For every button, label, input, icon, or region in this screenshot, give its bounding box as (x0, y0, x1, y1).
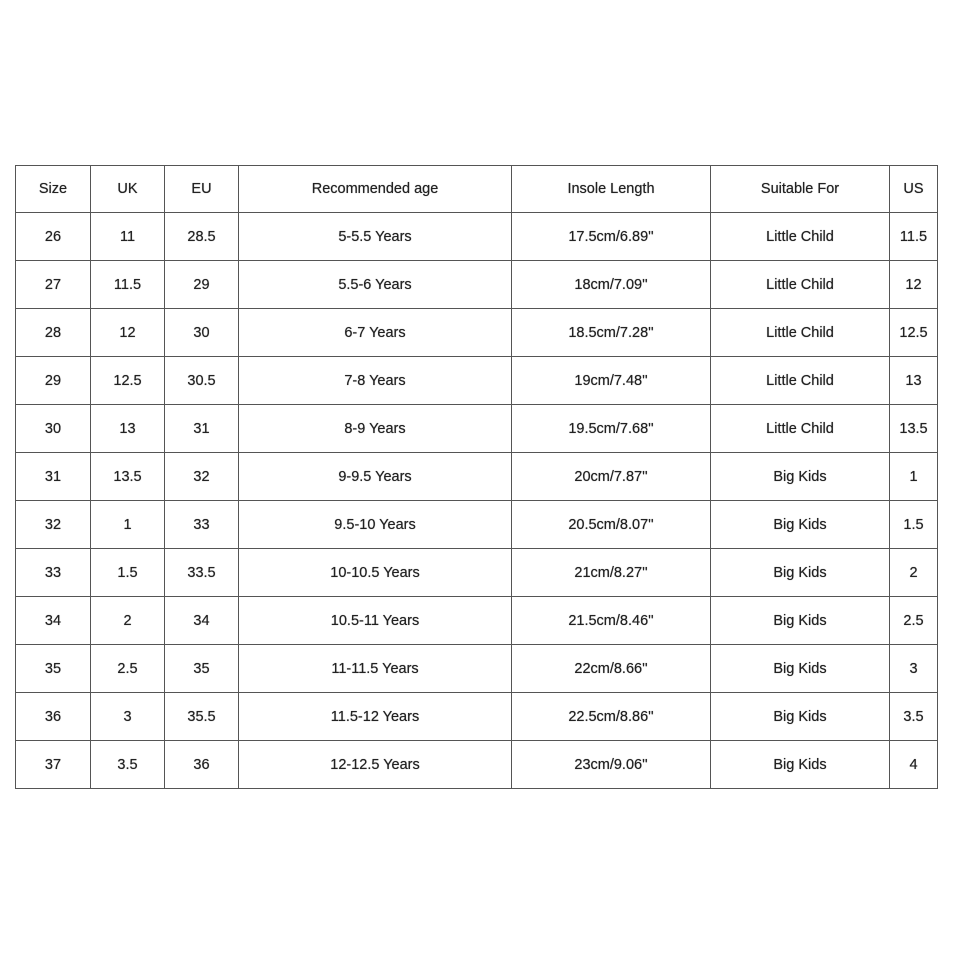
cell-insole-length: 23cm/9.06'' (512, 741, 711, 789)
cell-eu: 30 (165, 309, 239, 357)
header-cell-uk: UK (91, 166, 165, 213)
cell-us: 2.5 (890, 597, 938, 645)
cell-uk: 13 (91, 405, 165, 453)
cell-eu: 30.5 (165, 357, 239, 405)
header-cell-suitable-for: Suitable For (711, 166, 890, 213)
cell-recommended-age: 10-10.5 Years (239, 549, 512, 597)
header-cell-insole-length: Insole Length (512, 166, 711, 213)
table-row (16, 357, 938, 405)
cell-insole-length: 18.5cm/7.28'' (512, 309, 711, 357)
cell-suitable-for: Little Child (711, 405, 890, 453)
table-row (16, 693, 938, 741)
cell-suitable-for: Big Kids (711, 501, 890, 549)
cell-eu: 28.5 (165, 213, 239, 261)
cell-us: 1.5 (890, 501, 938, 549)
cell-suitable-for: Little Child (711, 261, 890, 309)
cell-uk: 2.5 (91, 645, 165, 693)
cell-us: 3.5 (890, 693, 938, 741)
cell-us: 13.5 (890, 405, 938, 453)
cell-insole-length: 21.5cm/8.46'' (512, 597, 711, 645)
cell-size: 29 (16, 357, 91, 405)
cell-recommended-age: 9-9.5 Years (239, 453, 512, 501)
cell-recommended-age: 7-8 Years (239, 357, 512, 405)
cell-insole-length: 19.5cm/7.68'' (512, 405, 711, 453)
cell-size: 30 (16, 405, 91, 453)
cell-us: 3 (890, 645, 938, 693)
table-row (16, 453, 938, 501)
cell-uk: 11.5 (91, 261, 165, 309)
cell-uk: 2 (91, 597, 165, 645)
cell-uk: 3.5 (91, 741, 165, 789)
cell-uk: 1 (91, 501, 165, 549)
cell-size: 35 (16, 645, 91, 693)
cell-size: 26 (16, 213, 91, 261)
cell-size: 28 (16, 309, 91, 357)
cell-recommended-age: 6-7 Years (239, 309, 512, 357)
cell-size: 37 (16, 741, 91, 789)
cell-eu: 29 (165, 261, 239, 309)
cell-uk: 12.5 (91, 357, 165, 405)
cell-suitable-for: Little Child (711, 309, 890, 357)
cell-insole-length: 20cm/7.87'' (512, 453, 711, 501)
cell-recommended-age: 9.5-10 Years (239, 501, 512, 549)
cell-us: 12.5 (890, 309, 938, 357)
cell-insole-length: 19cm/7.48'' (512, 357, 711, 405)
table-row (16, 405, 938, 453)
cell-uk: 11 (91, 213, 165, 261)
cell-suitable-for: Big Kids (711, 597, 890, 645)
cell-size: 36 (16, 693, 91, 741)
table-row (16, 501, 938, 549)
cell-eu: 33 (165, 501, 239, 549)
cell-insole-length: 20.5cm/8.07'' (512, 501, 711, 549)
cell-suitable-for: Little Child (711, 213, 890, 261)
cell-eu: 33.5 (165, 549, 239, 597)
table-row (16, 549, 938, 597)
table-body (16, 213, 938, 789)
cell-uk: 12 (91, 309, 165, 357)
table-row (16, 213, 938, 261)
cell-recommended-age: 10.5-11 Years (239, 597, 512, 645)
cell-insole-length: 21cm/8.27'' (512, 549, 711, 597)
cell-us: 1 (890, 453, 938, 501)
cell-uk: 13.5 (91, 453, 165, 501)
cell-us: 4 (890, 741, 938, 789)
table-row (16, 645, 938, 693)
cell-us: 12 (890, 261, 938, 309)
table-row (16, 309, 938, 357)
header-cell-us: US (890, 166, 938, 213)
cell-suitable-for: Big Kids (711, 549, 890, 597)
cell-recommended-age: 11.5-12 Years (239, 693, 512, 741)
cell-suitable-for: Big Kids (711, 453, 890, 501)
cell-size: 32 (16, 501, 91, 549)
cell-insole-length: 18cm/7.09'' (512, 261, 711, 309)
cell-size: 27 (16, 261, 91, 309)
cell-recommended-age: 8-9 Years (239, 405, 512, 453)
cell-insole-length: 22.5cm/8.86'' (512, 693, 711, 741)
table-row (16, 741, 938, 789)
cell-us: 2 (890, 549, 938, 597)
cell-suitable-for: Big Kids (711, 645, 890, 693)
cell-size: 33 (16, 549, 91, 597)
cell-eu: 31 (165, 405, 239, 453)
cell-eu: 35.5 (165, 693, 239, 741)
cell-size: 34 (16, 597, 91, 645)
cell-eu: 36 (165, 741, 239, 789)
cell-eu: 34 (165, 597, 239, 645)
cell-uk: 1.5 (91, 549, 165, 597)
header-cell-eu: EU (165, 166, 239, 213)
table-header-row (16, 166, 938, 213)
cell-insole-length: 22cm/8.66'' (512, 645, 711, 693)
cell-recommended-age: 5-5.5 Years (239, 213, 512, 261)
cell-insole-length: 17.5cm/6.89'' (512, 213, 711, 261)
table-row (16, 597, 938, 645)
cell-uk: 3 (91, 693, 165, 741)
header-cell-size: Size (16, 166, 91, 213)
cell-eu: 32 (165, 453, 239, 501)
cell-recommended-age: 12-12.5 Years (239, 741, 512, 789)
cell-size: 31 (16, 453, 91, 501)
cell-recommended-age: 11-11.5 Years (239, 645, 512, 693)
cell-us: 11.5 (890, 213, 938, 261)
cell-suitable-for: Big Kids (711, 693, 890, 741)
cell-suitable-for: Big Kids (711, 741, 890, 789)
size-chart-table (15, 165, 938, 789)
cell-recommended-age: 5.5-6 Years (239, 261, 512, 309)
cell-suitable-for: Little Child (711, 357, 890, 405)
table-row (16, 261, 938, 309)
cell-eu: 35 (165, 645, 239, 693)
cell-us: 13 (890, 357, 938, 405)
header-cell-recommended-age: Recommended age (239, 166, 512, 213)
